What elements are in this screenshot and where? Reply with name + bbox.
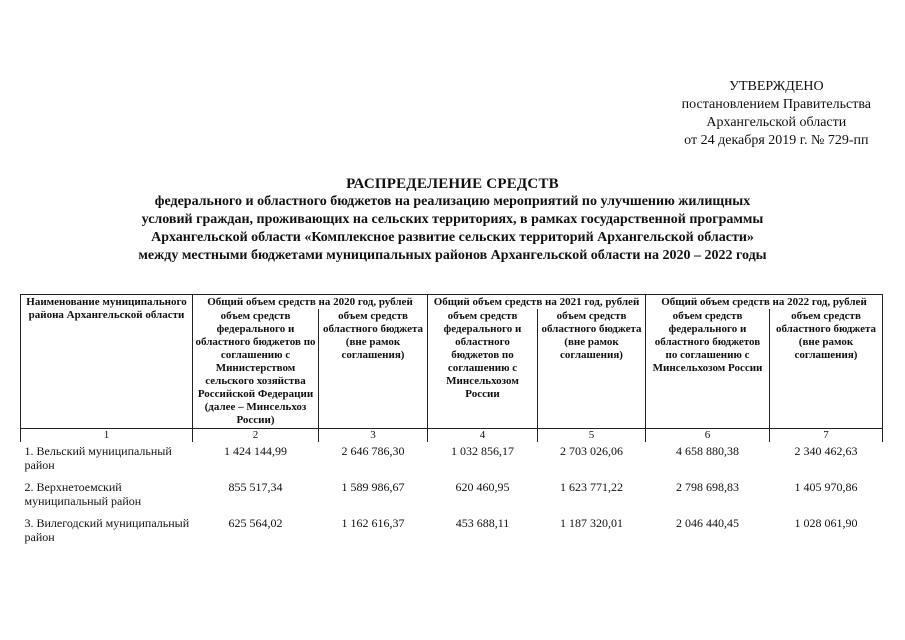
- table-row: [21, 478, 883, 514]
- value-cell: 4 658 880,38: [676, 444, 739, 458]
- approval-line: УТВЕРЖДЕНО: [729, 79, 824, 94]
- subheader-2022-federal: объем средств федерального и областного бюджетов по соглашению с Минсельхозом России: [646, 309, 770, 429]
- value-cell: 2 046 440,45: [676, 516, 739, 530]
- value-cell: 625 564,02: [228, 516, 283, 530]
- subheader-2021-regional: объем средств областного бюджета (вне рамок соглашения): [538, 309, 646, 429]
- value-cell: 2 798 698,83: [676, 480, 739, 494]
- document-heading: [0, 175, 905, 265]
- column-number: 1: [21, 429, 193, 443]
- column-number: 6: [646, 429, 770, 443]
- column-number: 7: [770, 429, 883, 443]
- district-name: 2. Верхнетоемский муниципальный район: [24, 480, 142, 508]
- value-cell: 1 028 061,90: [794, 516, 858, 530]
- column-number: 5: [538, 429, 646, 443]
- heading-line: федерального и областного бюджетов на реализацию мероприятий по улучшению жилищных: [154, 194, 751, 209]
- value-cell: 620 460,95: [455, 480, 510, 494]
- value-cell: 453 688,11: [455, 516, 510, 530]
- group-header-2022: Общий объем средств на 2022 год, рублей: [646, 295, 883, 310]
- value-cell: 1 424 144,99: [224, 444, 287, 458]
- table-row: [21, 514, 883, 550]
- district-name: 1. Вельский муниципальный район: [24, 444, 172, 472]
- value-cell: 1 589 986,67: [341, 480, 405, 494]
- subheader-2020-federal: объем средств федерального и областного бюджетов по соглашению с Министерством сельского хозяйства Российской Федерации (далее – Минсельхоз России): [193, 309, 319, 429]
- name-column-header: Наименование муниципального района Архангельской области: [21, 295, 193, 429]
- district-name: 3. Вилегодский муниципальный район: [24, 516, 190, 544]
- value-cell: 2 340 462,63: [794, 444, 858, 458]
- column-number: 4: [428, 429, 538, 443]
- heading-line: Архангельской области «Комплексное развитие сельских территорий Архангельской области»: [151, 230, 754, 245]
- distribution-table: [20, 294, 883, 550]
- value-cell: 1 032 856,17: [451, 444, 514, 458]
- value-cell: 1 405 970,86: [794, 480, 858, 494]
- table-row: [21, 442, 883, 478]
- group-header-2021: Общий объем средств на 2021 год, рублей: [428, 295, 646, 310]
- group-header-2020: Общий объем средств на 2020 год, рублей: [193, 295, 428, 310]
- approval-line: Архангельской области: [706, 115, 847, 130]
- approval-line: постановлением Правительства: [681, 97, 871, 112]
- value-cell: 1 162 616,37: [341, 516, 405, 530]
- column-number: 3: [319, 429, 428, 443]
- value-cell: 2 703 026,06: [560, 444, 623, 458]
- approval-line: от 24 декабря 2019 г. № 729-пп: [684, 133, 869, 148]
- subheader-2020-regional: объем средств областного бюджета (вне рамок соглашения): [319, 309, 428, 429]
- value-cell: 1 187 320,01: [560, 516, 623, 530]
- subheader-2022-regional: объем средств областного бюджета (вне рамок соглашения): [770, 309, 883, 429]
- value-cell: 1 623 771,22: [560, 480, 623, 494]
- heading-line: между местными бюджетами муниципальных районов Архангельской области на 2020 – 2022 годы: [138, 248, 767, 263]
- value-cell: 855 517,34: [228, 480, 283, 494]
- column-number: 2: [193, 429, 319, 443]
- document-title: РАСПРЕДЕЛЕНИЕ СРЕДСТВ: [346, 176, 559, 192]
- heading-line: условий граждан, проживающих на сельских территориях, в рамках государственной программы: [141, 212, 764, 227]
- value-cell: 2 646 786,30: [341, 444, 405, 458]
- subheader-2021-federal: объем средств федерального и областного бюджетов по соглашению с Минсельхозом России: [428, 309, 538, 429]
- approval-stamp: [682, 78, 871, 150]
